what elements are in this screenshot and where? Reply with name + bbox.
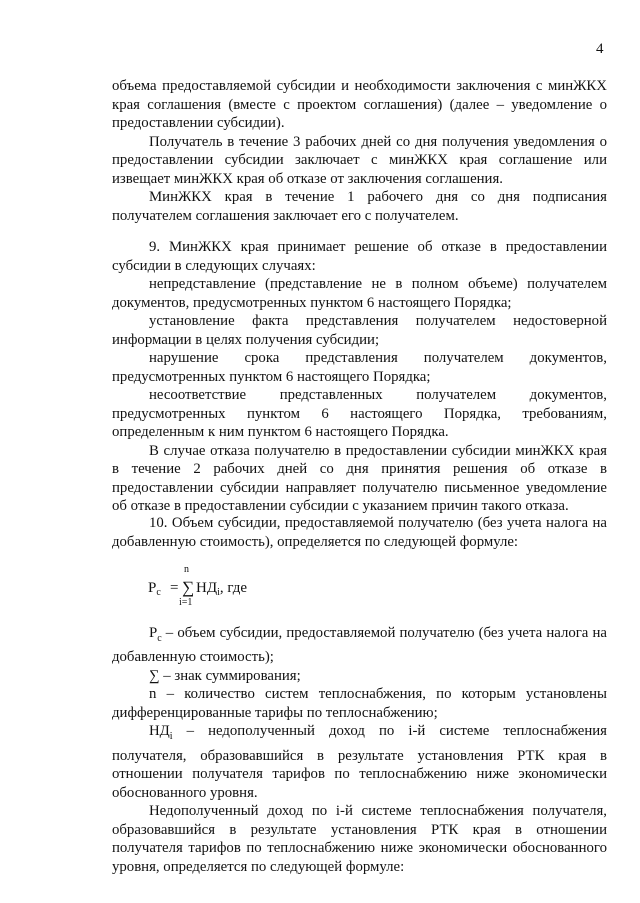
paragraph: $Р_с$ – объем субсидии, предоставляемой получателю (без учета налога на добавленную стоимость);	[112, 625, 607, 666]
paragraph: нарушение срока представления получателем документов, предусмотренных пунктом 6 настоящего Порядка;	[112, 350, 607, 385]
formula-rhs: $НД_i$, где	[196, 580, 248, 598]
formula-lhs: $Р_с$	[148, 580, 161, 598]
paragraph: Получатель в течение 3 рабочих дней со дня получения уведомления о предоставлении субсидии заключает с минЖКХ края соглашение или извещает минЖКХ края об отказе от заключения соглашения.	[112, 133, 607, 187]
paragraph: $НД_i$ – недополученный доход по i-й системе теплоснабжения получателя, образовавшийся в результате установления РТК края в отношении получателя тарифов по теплоснабжению ниже экономически обоснованного уровня.	[112, 723, 607, 801]
formula-equals: =	[170, 580, 179, 596]
paragraph-group-4	[112, 624, 607, 876]
paragraph: Недополученный доход по i-й системе теплоснабжения получателя, образовавшийся в результате установления РТК края в отношении получателя тарифов по теплоснабжению ниже экономически обоснованного уровня, определяется по следующей формуле:	[112, 803, 607, 875]
formula-upper-limit: n	[184, 564, 189, 575]
paragraph: непредставление (представление не в полном объеме) получателем документов, предусмотренных пунктом 6 настоящего Порядка;	[112, 276, 607, 311]
paragraph: установление факта представления получателем недостоверной информации в целях получения субсидии;	[112, 313, 607, 348]
formula-lower-limit: i=1	[179, 597, 193, 608]
paragraph: n – количество систем теплоснабжения, по которым установлены дифференцированные тарифы по теплоснабжению;	[112, 686, 607, 721]
paragraph: несоответствие представленных получателем документов, предусмотренных пунктом 6 настоящего Порядка, требованиям, определенным к ним пунктом 6 настоящего Порядка.	[112, 387, 607, 440]
paragraph: 9. МинЖКХ края принимает решение об отказе в предоставлении субсидии в следующих случаях:	[112, 239, 607, 274]
paragraph-group-2	[112, 238, 607, 516]
paragraph: МинЖКХ края в течение 1 рабочего дня со дня подписания получателем соглашения заключает его с получателем.	[112, 189, 607, 224]
formula-sigma: ∑	[182, 578, 195, 597]
paragraph: объема предоставляемой субсидии и необходимости заключения с минЖКХ края соглашения (вместе с проектом соглашения) (далее – уведомление о предоставлении субсидии).	[112, 78, 607, 131]
page-number: 4	[596, 41, 604, 57]
paragraph: ∑ – знак суммирования;	[149, 667, 301, 684]
paragraph: 10. Объем субсидии, предоставляемой получателю (без учета налога на добавленную стоимость), определяется по следующей формуле:	[112, 515, 607, 550]
paragraph: В случае отказа получателю в предоставлении субсидии минЖКХ края в течение 2 рабочих дней со дня принятия решения об отказе в предоставлении субсидии направляет получателю письменное уведомление об отказе в предоставлении субсидии с указанием причин такого отказа.	[112, 442, 607, 514]
paragraph-group-1	[112, 77, 607, 225]
paragraph-group-3	[112, 514, 607, 551]
sum-formula	[148, 566, 348, 606]
